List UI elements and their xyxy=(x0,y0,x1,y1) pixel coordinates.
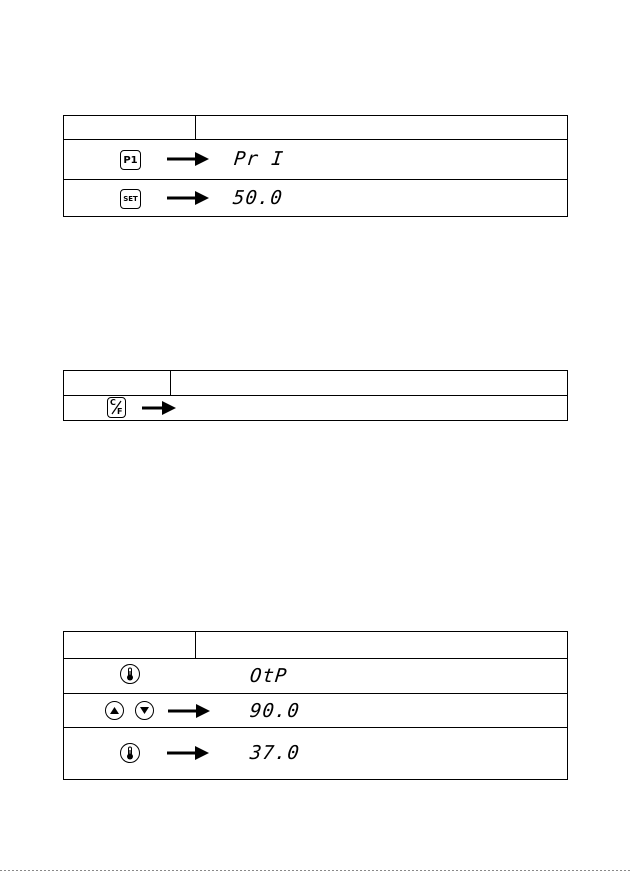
up-key-icon xyxy=(105,701,124,720)
arrow-right-icon xyxy=(168,704,210,718)
table-header xyxy=(64,116,567,140)
arrow-right-icon xyxy=(167,152,209,166)
lcd-display-value: 50.0 xyxy=(231,187,284,209)
table-header xyxy=(64,371,567,396)
table-row xyxy=(64,140,567,179)
table-row xyxy=(64,659,567,693)
thermometer-key-icon xyxy=(120,743,140,763)
lcd-display-value: 90.0 xyxy=(248,700,301,722)
table-row xyxy=(64,727,567,779)
p1-setting-table xyxy=(63,115,568,217)
table-row xyxy=(64,693,567,727)
thermometer-key-icon xyxy=(120,664,140,684)
page-edge-dotted-line xyxy=(0,870,630,871)
lcd-display-value: OtP xyxy=(248,665,289,687)
lcd-display-value: Pr I xyxy=(232,148,285,170)
down-key-icon xyxy=(135,701,154,720)
lcd-display-value: 37.0 xyxy=(248,742,301,764)
unit-toggle-table xyxy=(63,370,568,421)
arrow-right-icon xyxy=(167,191,209,205)
table-row xyxy=(64,179,567,216)
arrow-right-icon xyxy=(142,401,176,415)
otp-setting-table xyxy=(63,631,568,780)
table-header xyxy=(64,632,567,659)
celsius-fahrenheit-key-icon: C F xyxy=(107,397,126,418)
set-key-icon: SET xyxy=(120,189,141,209)
table-row xyxy=(64,396,567,420)
arrow-right-icon xyxy=(167,746,209,760)
p1-key-icon: P1 xyxy=(120,150,141,170)
